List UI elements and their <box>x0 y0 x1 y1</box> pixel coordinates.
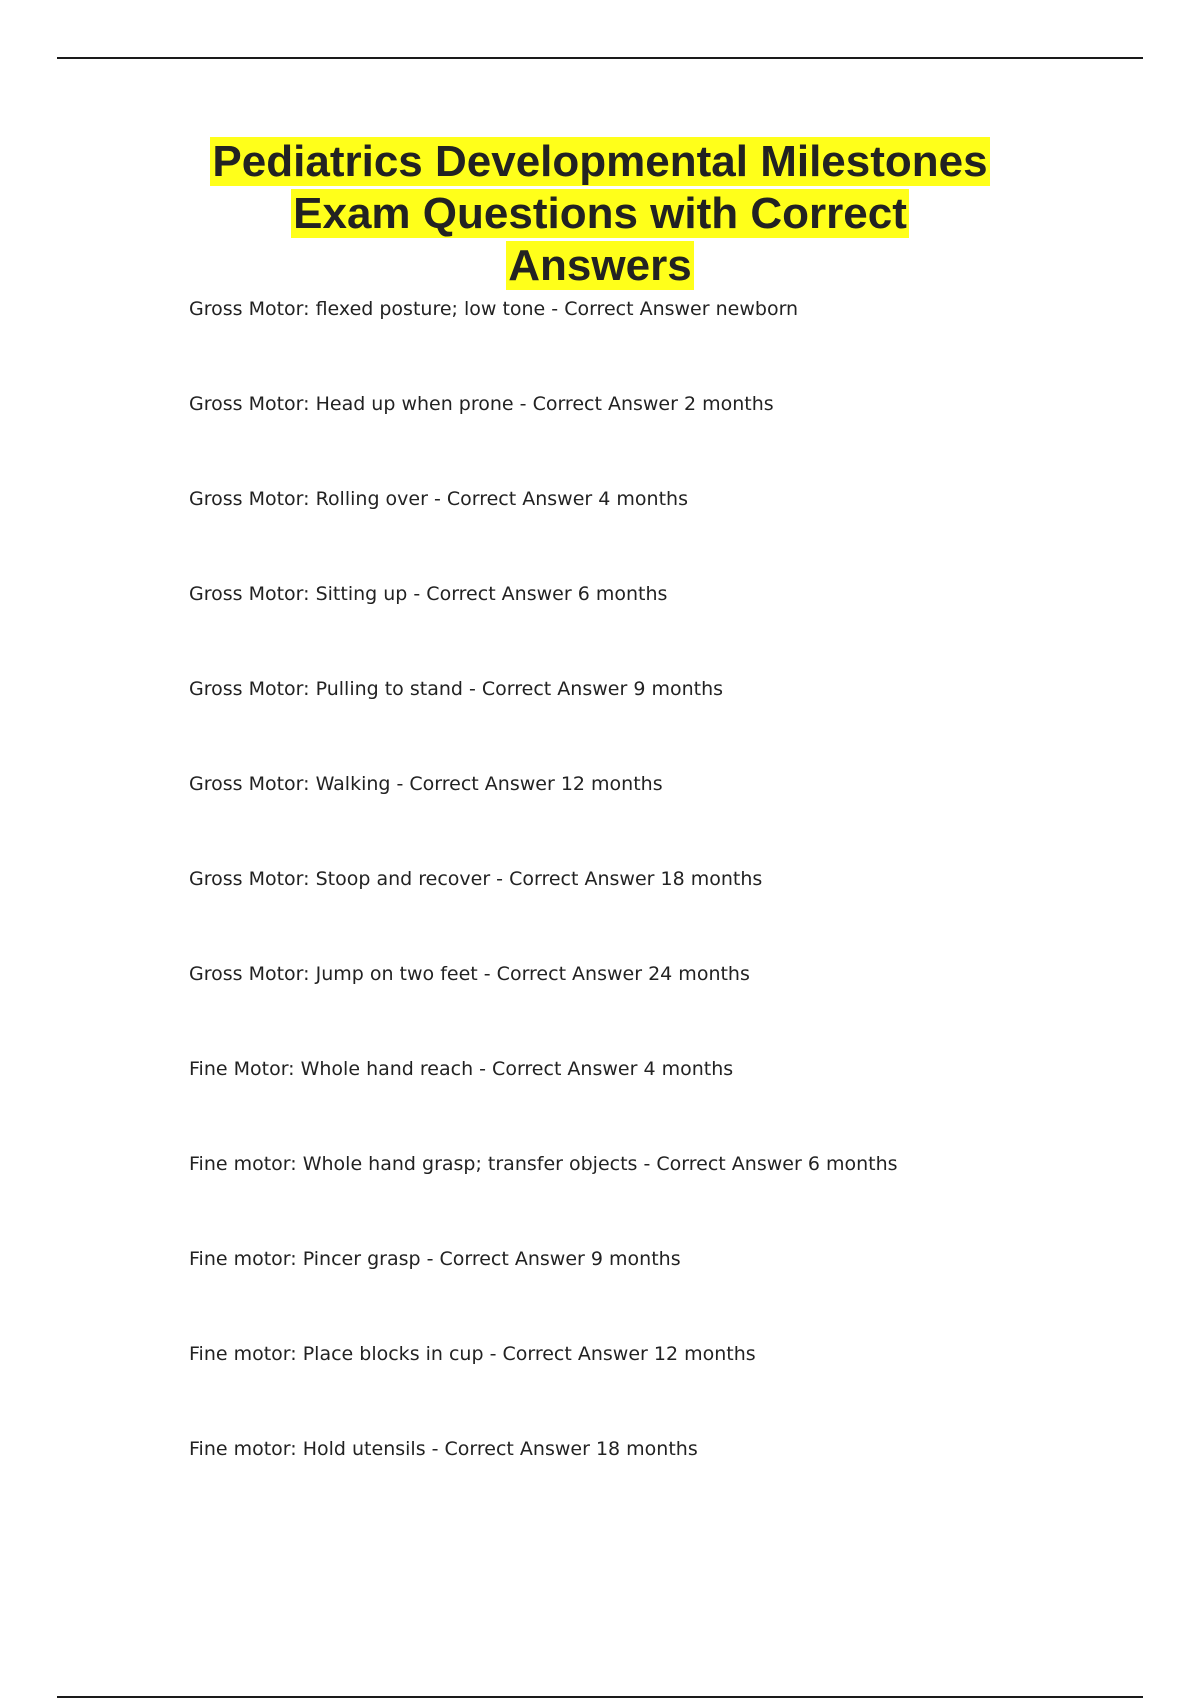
answer-text: 6 months <box>807 1153 898 1175</box>
qa-item <box>189 675 1149 770</box>
answer-label: Correct Answer <box>444 1438 590 1460</box>
answer-text: 9 months <box>633 678 724 700</box>
question-text: Fine motor: Whole hand grasp; transfer objects <box>189 1153 638 1175</box>
question-text: Fine Motor: Whole hand reach <box>189 1058 474 1080</box>
qa-item <box>189 485 1149 580</box>
question-text: Gross Motor: Stoop and recover <box>189 868 491 890</box>
answer-label: Correct Answer <box>492 1058 638 1080</box>
answer-label: Correct Answer <box>509 868 655 890</box>
separator-text: - <box>425 1438 445 1460</box>
question-text: Gross Motor: Head up when prone <box>189 393 514 415</box>
answer-text: 12 months <box>560 773 663 795</box>
qa-item <box>189 1055 1149 1150</box>
answer-text: 4 months <box>643 1058 734 1080</box>
answer-label: Correct Answer <box>564 298 710 320</box>
answer-label: Correct Answer <box>481 678 628 700</box>
bottom-page-rule <box>57 1696 1143 1698</box>
title-line-3: Answers <box>508 241 692 290</box>
answer-label: Correct Answer <box>409 773 555 795</box>
question-text: Gross Motor: Sitting up <box>189 583 408 605</box>
question-text: Gross Motor: Pulling to stand <box>189 678 463 700</box>
qa-item <box>189 390 1149 485</box>
question-text: Gross Motor: Walking <box>189 773 391 795</box>
answer-label: Correct Answer <box>446 488 593 510</box>
qa-item <box>189 1245 1149 1340</box>
answer-text: 24 months <box>648 963 750 985</box>
answer-text: newborn <box>715 298 799 320</box>
qa-item <box>189 580 1149 675</box>
answer-label: Correct Answer <box>656 1153 802 1175</box>
answer-text: 6 months <box>577 583 668 605</box>
separator-text: - <box>513 393 533 415</box>
qa-item <box>189 295 1149 390</box>
answer-text: 18 months <box>660 868 763 890</box>
answer-label: Correct Answer <box>426 583 572 605</box>
separator-text: - <box>462 678 482 700</box>
answer-text: 18 months <box>595 1438 698 1460</box>
separator-text: - <box>545 298 565 320</box>
separator-text: - <box>420 1248 440 1270</box>
document-title <box>150 136 1050 292</box>
answer-text: 12 months <box>653 1343 756 1365</box>
question-text: Fine motor: Pincer grasp <box>189 1248 421 1270</box>
separator-text: - <box>477 963 497 985</box>
question-text: Fine motor: Hold utensils <box>189 1438 426 1460</box>
qa-item <box>189 770 1149 865</box>
answer-label: Correct Answer <box>439 1248 585 1270</box>
separator-text: - <box>483 1343 503 1365</box>
qa-item <box>189 1435 1149 1530</box>
top-page-rule <box>57 57 1143 59</box>
qa-item <box>189 865 1149 960</box>
qa-item <box>189 960 1149 1055</box>
separator-text: - <box>390 773 410 795</box>
answer-text: 2 months <box>683 393 774 415</box>
question-text: Gross Motor: flexed posture; low tone <box>189 298 546 320</box>
answer-label: Correct Answer <box>496 963 643 985</box>
separator-text: - <box>637 1153 657 1175</box>
question-text: Gross Motor: Rolling over <box>189 488 428 510</box>
question-answer-list <box>189 295 1149 1530</box>
title-line-2: Exam Questions with Correct <box>293 189 907 238</box>
question-text: Gross Motor: Jump on two feet <box>189 963 478 985</box>
answer-label: Correct Answer <box>502 1343 648 1365</box>
qa-item <box>189 1340 1149 1435</box>
answer-text: 9 months <box>590 1248 681 1270</box>
answer-text: 4 months <box>598 488 688 510</box>
title-line-1: Pediatrics Developmental Milestones <box>212 137 988 186</box>
separator-text: - <box>473 1058 493 1080</box>
separator-text: - <box>407 583 427 605</box>
separator-text: - <box>427 488 447 510</box>
answer-label: Correct Answer <box>532 393 678 415</box>
qa-item <box>189 1150 1149 1245</box>
separator-text: - <box>490 868 510 890</box>
question-text: Fine motor: Place blocks in cup <box>189 1343 484 1365</box>
